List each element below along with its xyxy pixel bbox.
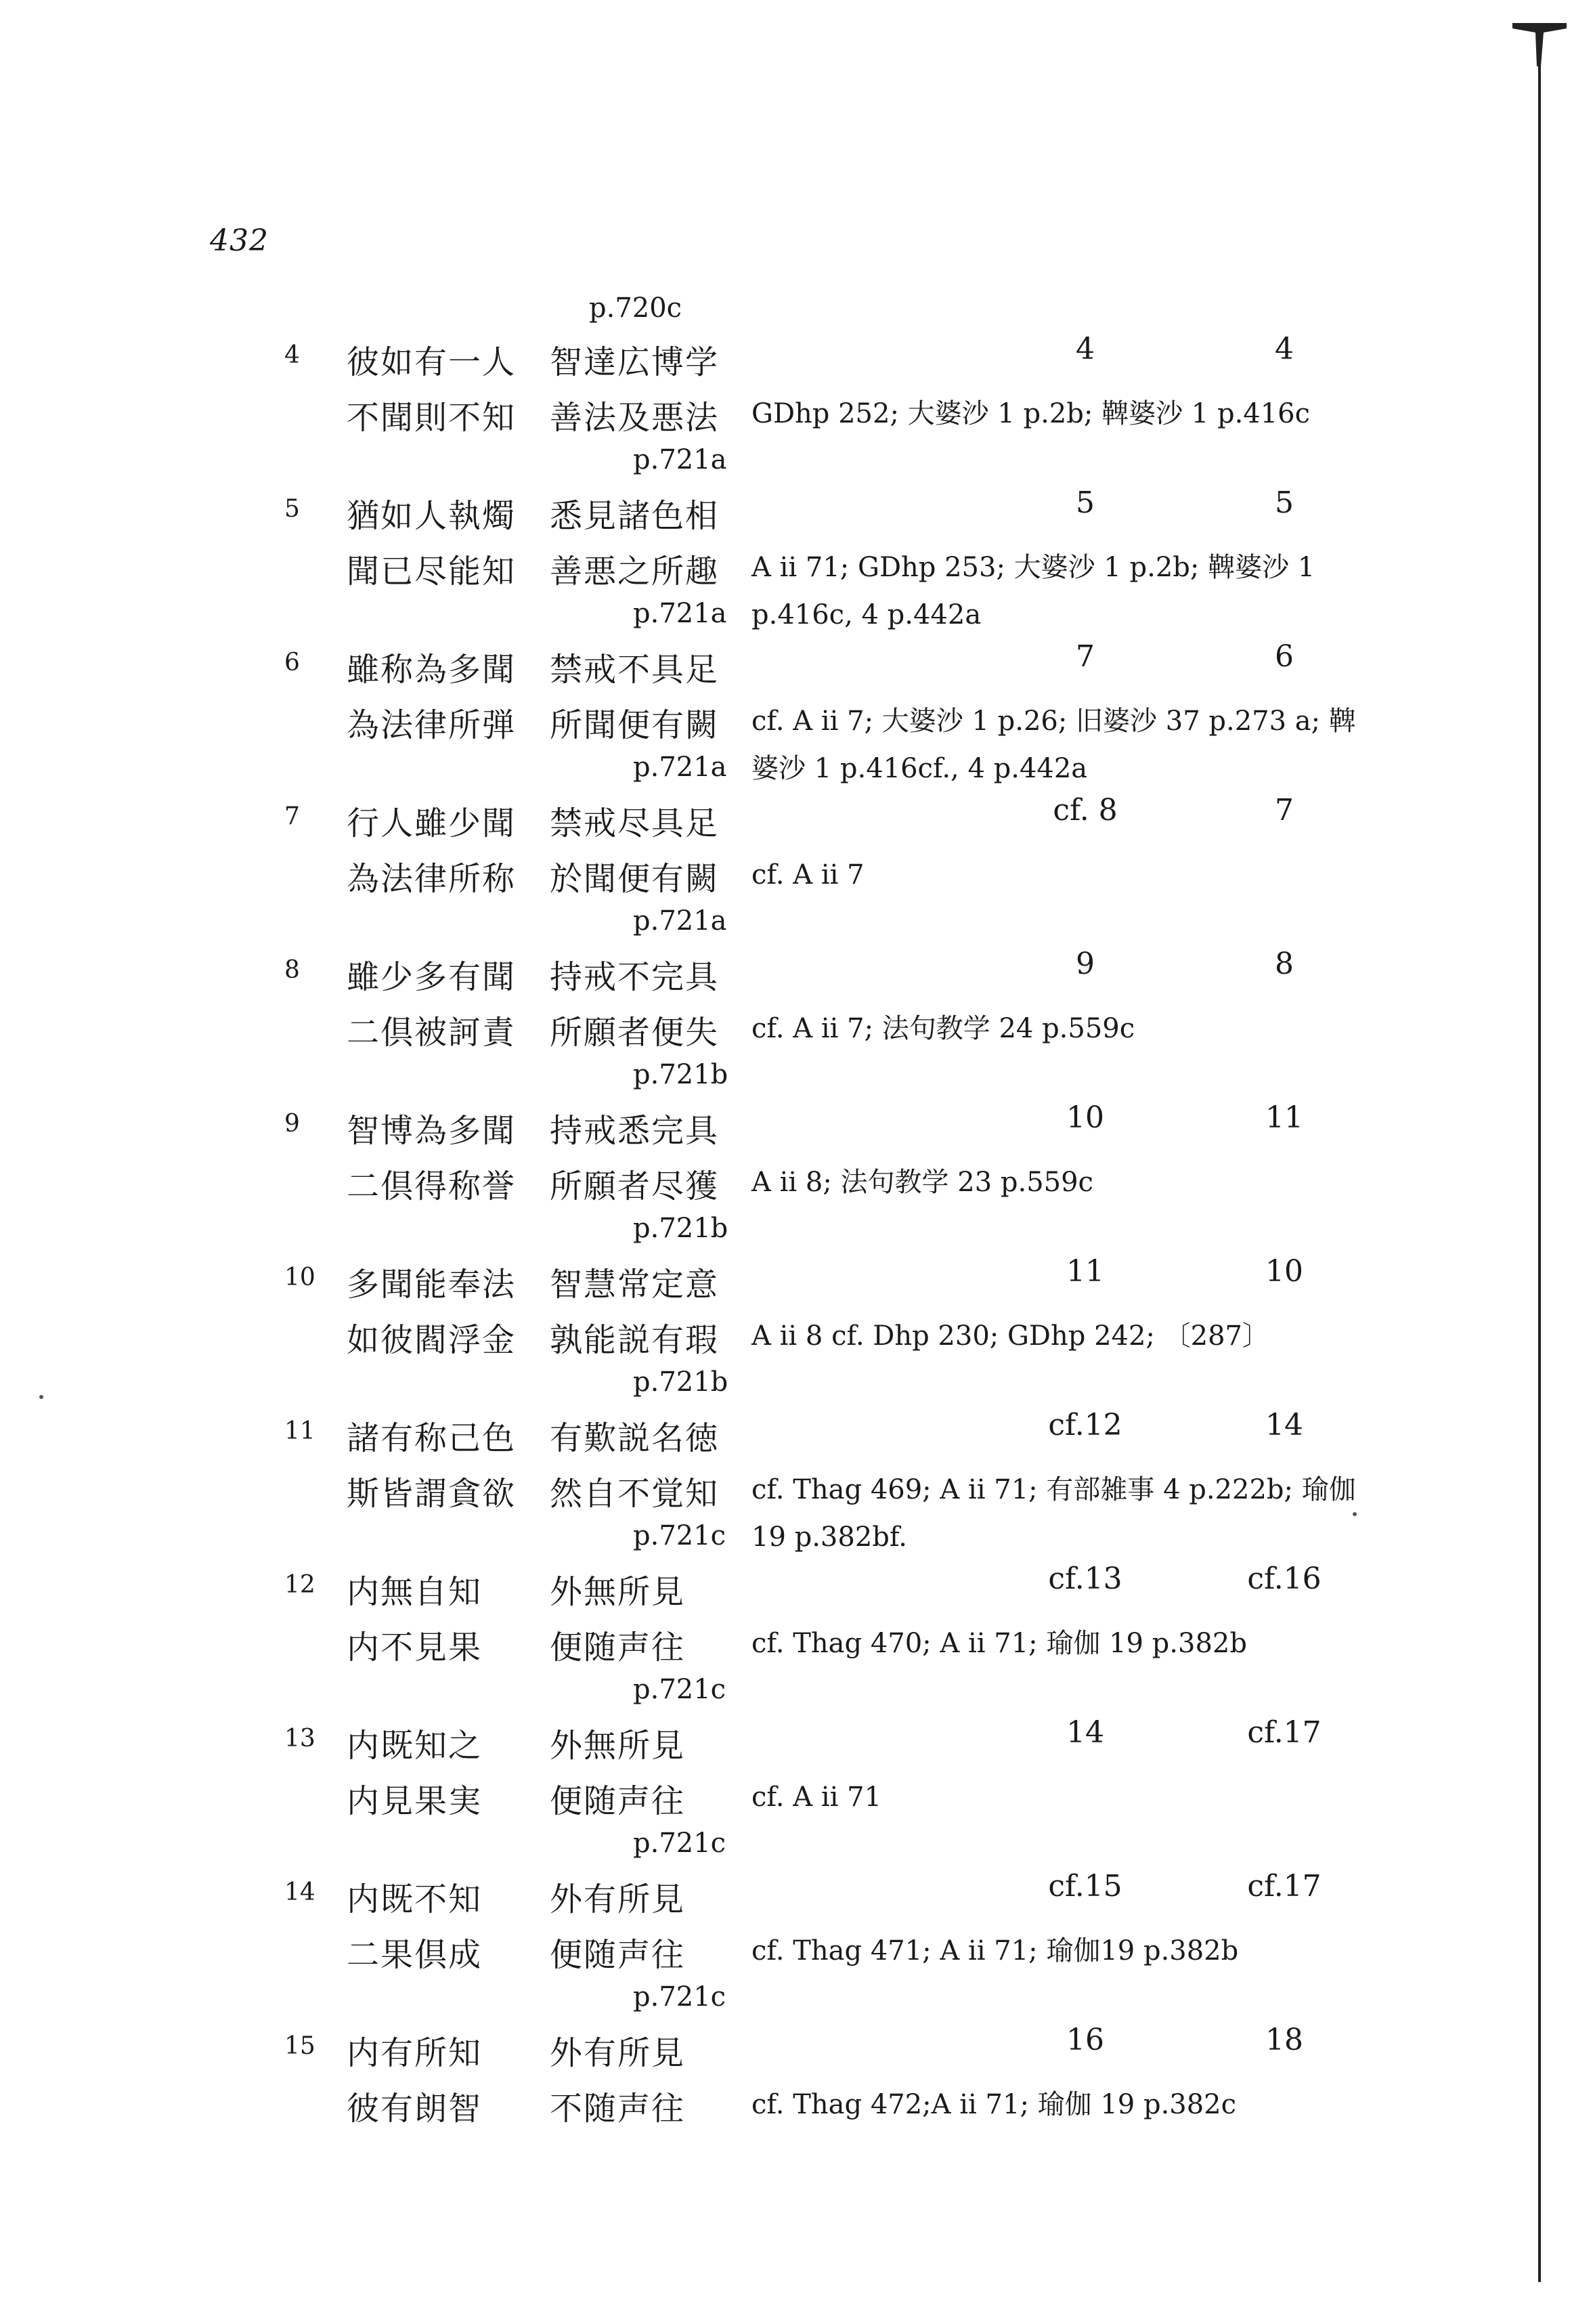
verse-number: 6: [284, 649, 300, 676]
parallel-references: cf. Thag 470; A ii 71; 瑜伽 19 p.382b: [751, 1628, 1247, 1659]
verse-line-2-first-half: 二果倶成: [347, 1936, 483, 1974]
verse-number: 7: [284, 802, 300, 830]
verse-line-1-first-half: 諸有称己色: [347, 1419, 517, 1457]
verse-entry: [0, 1254, 1572, 1407]
parallel-number-1: 9: [1076, 947, 1095, 981]
parallel-references: cf. Thag 471; A ii 71; 瑜伽19 p.382b: [751, 1935, 1239, 1966]
verse-line-2-first-half: 為法律所弾: [347, 706, 517, 744]
parallel-number-2: 5: [1275, 486, 1294, 520]
verse-line-1-second-half: 外無所見: [550, 1727, 686, 1765]
verse-entry: [0, 486, 1572, 639]
verse-line-1-first-half: 雖少多有聞: [347, 958, 517, 996]
verse-line-2-first-half: 斯皆謂貪欲: [347, 1475, 517, 1513]
page-reference: p.720c: [589, 293, 682, 324]
verse-number: 11: [284, 1417, 315, 1445]
verse-line-2-first-half: 二倶被訶責: [347, 1014, 517, 1052]
parallel-number-2: 4: [1275, 332, 1294, 366]
parallel-number-1: 5: [1076, 486, 1095, 520]
verse-line-2-first-half: 為法律所称: [347, 860, 517, 898]
parallel-number-1: 16: [1066, 2023, 1104, 2057]
verse-number: 8: [284, 956, 300, 984]
verse-line-1-second-half: 持戒不完具: [550, 958, 720, 996]
verse-page-reference: p.721b: [633, 1367, 728, 1398]
verse-line-2-second-half: 於聞便有闕: [550, 860, 720, 898]
page-number: 432: [210, 223, 269, 258]
verse-line-1-second-half: 外無所見: [550, 1573, 686, 1611]
verse-entry: [0, 2023, 1572, 2176]
verse-page-reference: p.721c: [633, 1674, 726, 1705]
verse-line-2-second-half: 善悪之所趣: [550, 553, 720, 590]
verse-entry: [0, 793, 1572, 946]
verse-line-2-first-half: 不聞則不知: [347, 399, 517, 437]
verse-line-2-second-half: 便随声往: [550, 1936, 686, 1974]
verse-line-1-first-half: 内有所知: [347, 2034, 483, 2072]
parallel-references: cf. A ii 7; 法句教学 24 p.559c: [751, 1013, 1135, 1044]
parallel-number-1: 10: [1066, 1100, 1104, 1135]
parallel-references: cf. Thag 472;A ii 71; 瑜伽 19 p.382c: [751, 2089, 1237, 2120]
parallel-references: GDhp 252; 大婆沙 1 p.2b; 鞞婆沙 1 p.416c: [751, 398, 1311, 429]
verse-line-2-second-half: 所願者尽獲: [550, 1167, 720, 1205]
verse-page-reference: p.721c: [633, 1981, 726, 2013]
parallel-references: A ii 8; 法句教学 23 p.559c: [751, 1167, 1093, 1198]
parallel-references: cf. A ii 71: [751, 1782, 882, 1813]
verse-entry: [0, 947, 1572, 1100]
verse-line-1-second-half: 禁戒不具足: [550, 651, 720, 689]
verse-line-1-second-half: 外有所見: [550, 2034, 686, 2072]
parallel-number-2: cf.17: [1247, 1869, 1322, 1903]
verse-number: 4: [284, 341, 300, 369]
verse-entry: [0, 332, 1572, 485]
verse-entry: [0, 1869, 1572, 2022]
verse-page-reference: p.721a: [633, 752, 727, 783]
parallel-number-1: cf.15: [1048, 1869, 1122, 1903]
verse-number: 14: [284, 1878, 315, 1906]
verse-line-2-second-half: 便随声往: [550, 1782, 686, 1820]
parallel-number-2: 6: [1275, 639, 1294, 674]
verse-line-1-second-half: 智慧常定意: [550, 1266, 720, 1304]
verse-line-2-second-half: 然自不覚知: [550, 1475, 720, 1513]
parallel-number-1: 4: [1076, 332, 1095, 366]
parallel-number-1: 11: [1066, 1254, 1104, 1289]
verse-line-1-first-half: 猶如人執燭: [347, 497, 517, 535]
parallel-number-1: 14: [1066, 1715, 1104, 1750]
verse-line-1-second-half: 持戒悉完具: [550, 1112, 720, 1150]
parallel-number-1: cf.13: [1048, 1562, 1122, 1596]
verse-line-2-first-half: 彼有朗智: [347, 2090, 483, 2128]
verse-page-reference: p.721b: [633, 1213, 728, 1244]
parallel-number-2: 7: [1275, 793, 1294, 827]
verse-line-1-first-half: 雖称為多聞: [347, 651, 517, 689]
page-edge-mark: [1512, 19, 1567, 66]
parallel-number-2: 18: [1265, 2023, 1303, 2057]
verse-page-reference: p.721a: [633, 444, 727, 475]
verse-line-2-second-half: 所願者便失: [550, 1014, 720, 1052]
verse-line-2-second-half: 所聞便有闕: [550, 706, 720, 744]
verse-number: 10: [284, 1264, 315, 1291]
verse-line-2-second-half: 不随声往: [550, 2090, 686, 2128]
verse-line-1-second-half: 智達広博学: [550, 343, 720, 381]
verse-line-2-first-half: 二倶得称誉: [347, 1167, 517, 1205]
verse-entry: [0, 1100, 1572, 1253]
verse-entry: [0, 639, 1572, 792]
parallel-number-2: 10: [1265, 1254, 1303, 1289]
verse-number: 5: [284, 495, 300, 523]
verse-entry: [0, 1408, 1572, 1561]
verse-line-2-first-half: 内見果実: [347, 1782, 483, 1820]
speck: [39, 1395, 43, 1399]
verse-number: 15: [284, 2032, 315, 2060]
verse-line-1-first-half: 智博為多聞: [347, 1112, 517, 1150]
parallel-number-2: 11: [1265, 1100, 1303, 1135]
parallel-number-1: cf. 8: [1053, 793, 1118, 827]
verse-line-1-second-half: 有歎説名徳: [550, 1419, 720, 1457]
page-edge-rule: [1538, 27, 1541, 2282]
parallel-references: cf. A ii 7: [751, 859, 865, 890]
verse-line-2-second-half: 善法及悪法: [550, 399, 720, 437]
verse-number: 12: [284, 1571, 315, 1599]
parallel-number-2: cf.17: [1247, 1715, 1322, 1750]
verse-page-reference: p.721c: [633, 1520, 726, 1551]
verse-entry: [0, 1715, 1572, 1868]
verse-line-1-second-half: 外有所見: [550, 1880, 686, 1918]
parallel-references: A ii 71; GDhp 253; 大婆沙 1 p.2b; 鞞婆沙 1 p.416c, 4 p.442a: [751, 552, 1315, 630]
verse-line-1-first-half: 行人雖少聞: [347, 804, 517, 842]
verse-line-1-first-half: 内既知之: [347, 1727, 483, 1765]
verse-line-1-first-half: 内既不知: [347, 1880, 483, 1918]
verse-entry: [0, 1562, 1572, 1715]
verse-page-reference: p.721b: [633, 1059, 728, 1090]
verse-line-1-first-half: 内無自知: [347, 1573, 483, 1611]
speck: [1353, 1512, 1357, 1516]
verse-number: 9: [284, 1110, 300, 1138]
verse-page-reference: p.721a: [633, 598, 727, 629]
parallel-number-1: cf.12: [1048, 1408, 1122, 1442]
verse-page-reference: p.721c: [633, 1828, 726, 1859]
parallel-references: cf. A ii 7; 大婆沙 1 p.26; 旧婆沙 37 p.273 a; 鞞婆沙 1 p.416cf., 4 p.442a: [751, 706, 1356, 784]
verse-line-2-first-half: 如彼閻浮金: [347, 1321, 517, 1359]
parallel-number-1: 7: [1076, 639, 1095, 674]
verse-line-2-second-half: 孰能説有瑕: [550, 1321, 720, 1359]
verse-page-reference: p.721a: [633, 905, 727, 937]
verse-line-2-first-half: 聞已尽能知: [347, 553, 517, 590]
parallel-references: A ii 8 cf. Dhp 230; GDhp 242; 〔287〕: [751, 1320, 1269, 1352]
verse-line-2-second-half: 便随声往: [550, 1629, 686, 1666]
verse-line-1-first-half: 彼如有一人: [347, 343, 517, 381]
verse-line-1-second-half: 禁戒尽具足: [550, 804, 720, 842]
verse-line-1-first-half: 多聞能奉法: [347, 1266, 517, 1304]
verse-number: 13: [284, 1725, 315, 1752]
parallel-number-2: 14: [1265, 1408, 1303, 1442]
verse-line-1-second-half: 悉見諸色相: [550, 497, 720, 535]
parallel-number-2: 8: [1275, 947, 1294, 981]
parallel-references: cf. Thag 469; A ii 71; 有部雑事 4 p.222b; 瑜伽 19 p.382bf.: [751, 1474, 1356, 1553]
verse-line-2-first-half: 内不見果: [347, 1629, 483, 1666]
parallel-number-2: cf.16: [1247, 1562, 1322, 1596]
